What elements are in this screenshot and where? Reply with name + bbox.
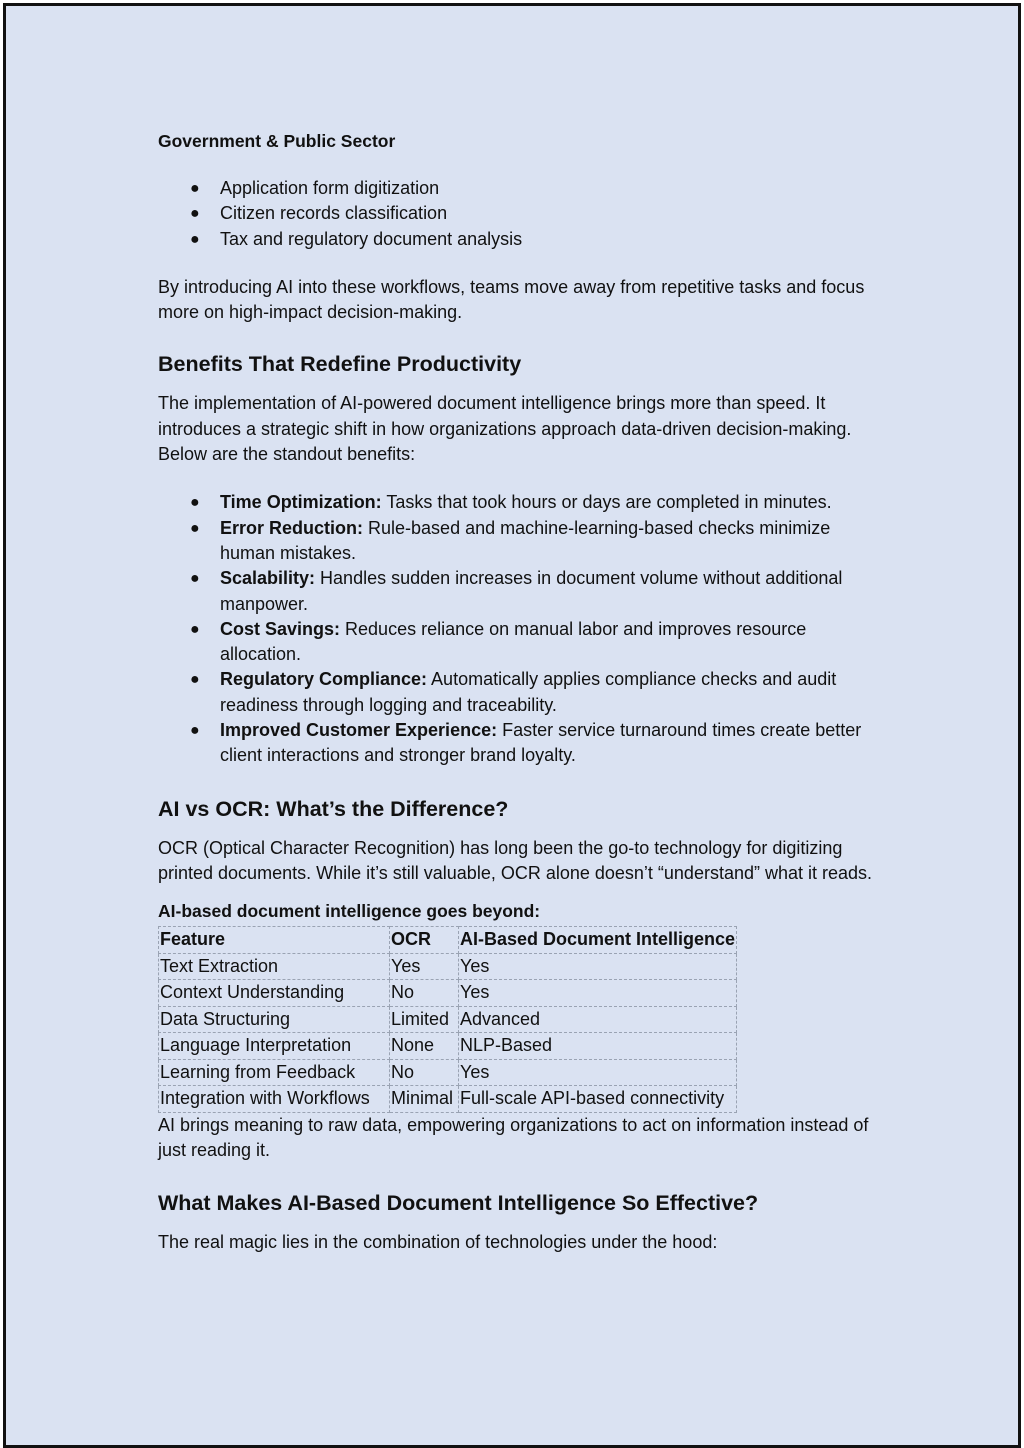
- bullet-icon: ●: [190, 180, 200, 197]
- comparison-closing: AI brings meaning to raw data, empowering organizations to act on information instead of just reading it.: [158, 1114, 869, 1161]
- table-cell: Yes: [459, 953, 737, 980]
- table-cell: Text Extraction: [159, 953, 390, 980]
- comparison-heading: AI vs OCR: What’s the Difference?: [158, 796, 509, 821]
- list-item: ● Regulatory Compliance: Automatically applies compliance checks and audit readiness through logging and traceability.: [190, 669, 837, 715]
- bullet-icon: ●: [190, 230, 200, 248]
- table-header-cell: AI-Based Document Intelligence: [459, 927, 737, 954]
- comparison-intro: OCR (Optical Character Recognition) has long been the go-to technology for digitizing printed documents. While it’s still valuable, OCR alone doesn’t “understand” what it reads.: [158, 837, 873, 883]
- list-item: ● Time Optimization: Tasks that took hours or days are completed in minutes.: [158, 490, 880, 515]
- document-page: [3, 3, 1021, 1448]
- list-item: ● Improved Customer Experience: Faster service turnaround times create better client interactions and stronger brand loyalty.: [190, 720, 862, 766]
- list-item: ● Tax and regulatory document analysis: [158, 227, 880, 252]
- bullet-icon: ●: [190, 671, 200, 689]
- list-item: ● Scalability: Handles sudden increases in document volume without additional manpower.: [190, 568, 843, 614]
- comparison-subheading: AI-based document intelligence goes beyond:: [158, 901, 541, 922]
- table-cell: Context Understanding: [159, 980, 390, 1007]
- table-row: [159, 980, 737, 1007]
- table-cell: Language Interpretation: [159, 1033, 390, 1060]
- list-item: ● Application form digitization: [158, 176, 880, 201]
- bullet-icon: ●: [190, 519, 200, 537]
- benefits-heading: Benefits That Redefine Productivity: [158, 352, 522, 377]
- table-cell: Minimal: [390, 1086, 459, 1113]
- table-cell: Learning from Feedback: [159, 1059, 390, 1086]
- table-cell: NLP-Based: [459, 1033, 737, 1060]
- effective-heading: What Makes AI-Based Document Intelligence So Effective?: [158, 1191, 759, 1216]
- table-header-row: [159, 927, 737, 954]
- table-cell: Advanced: [459, 1006, 737, 1033]
- bullet-icon: ●: [190, 620, 200, 638]
- table-cell: Integration with Workflows: [159, 1086, 390, 1113]
- table-row: [159, 1006, 737, 1033]
- table-header-cell: OCR: [390, 927, 459, 954]
- list-item: ● Citizen records classification: [158, 201, 880, 226]
- table-cell: Yes: [390, 953, 459, 980]
- bullet-icon: ●: [190, 570, 200, 588]
- table-row: [159, 1086, 737, 1113]
- table-cell: Yes: [459, 1059, 737, 1086]
- table-row: [159, 1059, 737, 1086]
- table-cell: No: [390, 980, 459, 1007]
- table-cell: Data Structuring: [159, 1006, 390, 1033]
- table-cell: Full-scale API-based connectivity: [459, 1086, 737, 1113]
- list-item: ● Cost Savings: Reduces reliance on manual labor and improves resource allocation.: [190, 618, 807, 665]
- table-cell: Yes: [459, 980, 737, 1007]
- list-item: ● Error Reduction: Rule-based and machine-learning-based checks minimize human mistakes.: [190, 517, 831, 563]
- comparison-table: [158, 926, 737, 1113]
- benefits-list: [158, 490, 880, 768]
- bullet-icon: ●: [190, 494, 200, 512]
- table-header-cell: Feature: [159, 927, 390, 954]
- page-content: [158, 128, 880, 1256]
- effective-intro: The real magic lies in the combination of technologies under the hood:: [158, 1232, 718, 1253]
- table-row: [159, 953, 737, 980]
- benefits-intro: The implementation of AI-powered document intelligence brings more than speed. It introduces a strategic shift in how organizations approach data-driven decision-making. Below are the standout benefits:: [158, 393, 852, 465]
- table-cell: None: [390, 1033, 459, 1060]
- government-closing: By introducing AI into these workflows, teams move away from repetitive tasks and focus more on high-impact decision-making.: [158, 276, 865, 323]
- bullet-icon: ●: [190, 205, 200, 223]
- bullet-icon: ●: [190, 722, 200, 740]
- government-list: [158, 176, 880, 252]
- table-cell: Limited: [390, 1006, 459, 1033]
- government-heading: Government & Public Sector: [158, 131, 396, 151]
- table-row: [159, 1033, 737, 1060]
- table-cell: No: [390, 1059, 459, 1086]
